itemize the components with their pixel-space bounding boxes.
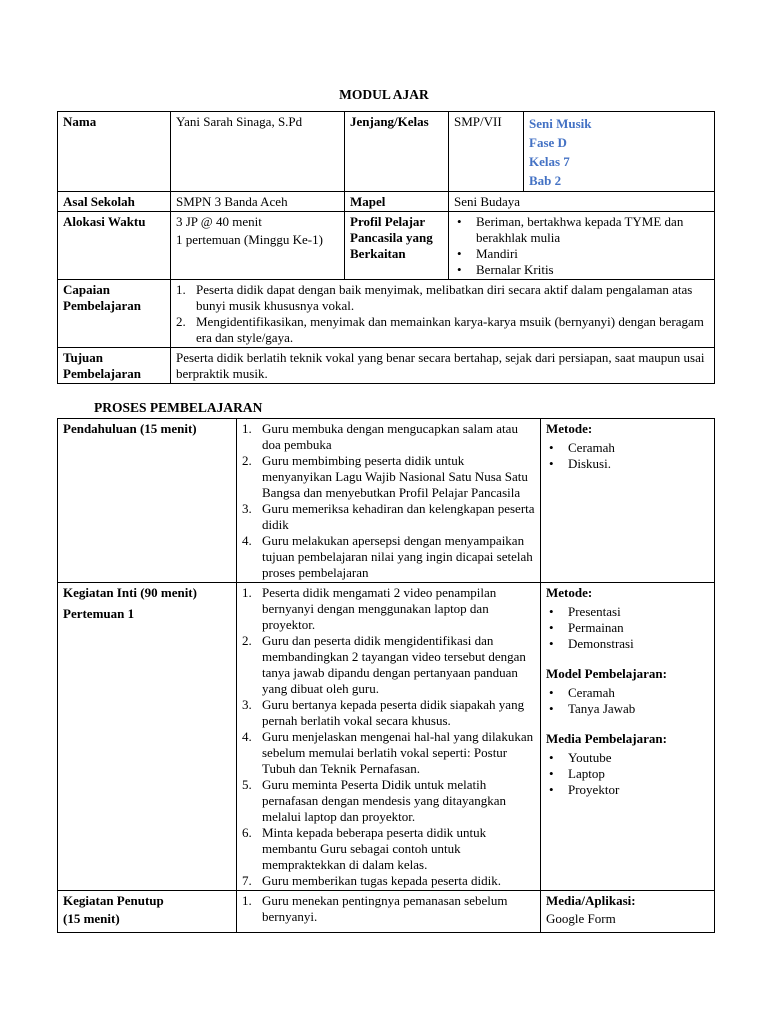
mapel-value: Seni Budaya bbox=[449, 192, 715, 212]
penutup-label: Kegiatan Penutup (15 menit) bbox=[58, 891, 237, 933]
model-label: Model Pembelajaran: bbox=[546, 666, 667, 681]
nama-label: Nama bbox=[58, 112, 171, 192]
capaian-list bbox=[171, 280, 715, 348]
metode-item: • Permainan bbox=[546, 620, 710, 636]
sekolah-label: Asal Sekolah bbox=[58, 192, 171, 212]
tujuan-value: Peserta didik berlatih teknik vokal yang benar secara bertahap, sejak dari persiapan, saat maupun usai berpraktik musik. bbox=[171, 348, 715, 384]
step-item: Guru dan peserta didik mengidentifikasi dan membandingkan 2 tayangan video tersebut dengan tanya jawab dipandu dengan pertanyaan panduan yang dibuat oleh guru. bbox=[262, 633, 526, 696]
row-penutup bbox=[58, 891, 715, 933]
media-value: Google Form bbox=[546, 911, 616, 926]
row-sekolah bbox=[58, 192, 715, 212]
metode-item: • Ceramah bbox=[546, 440, 710, 456]
row-tujuan bbox=[58, 348, 715, 384]
media-item: • Laptop bbox=[546, 766, 710, 782]
row-nama bbox=[58, 112, 715, 192]
capaian-item: Peserta didik dapat dengan baik menyimak, melibatkan diri secara aktif dalam pengalaman atas bunyi musik khususnya vokal. bbox=[196, 282, 693, 313]
media-label: Media Pembelajaran: bbox=[546, 731, 667, 746]
profil-label: Profil Pelajar Pancasila yang Berkaitan bbox=[345, 212, 449, 280]
metode-label: Metode: bbox=[546, 421, 593, 436]
jenjang-value: SMP/VII bbox=[449, 112, 524, 192]
step-item: Guru menjelaskan mengenai hal-hal yang dilakukan sebelum memulai berlatih vokal seperti: Postur Tubuh dan Teknik Pernafasan. bbox=[262, 729, 534, 776]
capaian-label: Capaian Pembelajaran bbox=[58, 280, 171, 348]
model-item: • Tanya Jawab bbox=[546, 701, 710, 717]
step-item: Guru menekan pentingnya pemanasan sebelum bernyanyi. bbox=[262, 893, 508, 924]
model-item: • Ceramah bbox=[546, 685, 710, 701]
step-item: Guru membuka dengan mengucapkan salam atau doa pembuka bbox=[262, 421, 518, 452]
mapel-label: Mapel bbox=[345, 192, 449, 212]
alokasi-line: 3 JP @ 40 menit bbox=[176, 214, 262, 229]
inti-methods bbox=[541, 583, 715, 891]
section-title: PROSES PEMBELAJARAN bbox=[94, 400, 263, 415]
profil-item: • Mandiri bbox=[454, 246, 710, 262]
pendahuluan-steps bbox=[237, 419, 541, 583]
step-item: Peserta didik mengamati 2 video penampilan bernyanyi dengan menggunakan laptop dan proyektor. bbox=[262, 585, 497, 632]
row-alokasi bbox=[58, 212, 715, 280]
row-inti bbox=[58, 583, 715, 891]
step-item: Guru memberikan tugas kepada peserta didik. bbox=[262, 873, 501, 888]
subject-tags bbox=[524, 112, 715, 192]
media-item: • Youtube bbox=[546, 750, 710, 766]
penutup-steps bbox=[237, 891, 541, 933]
nama-value: Yani Sarah Sinaga, S.Pd bbox=[171, 112, 345, 192]
sekolah-value: SMPN 3 Banda Aceh bbox=[171, 192, 345, 212]
capaian-item: Mengidentifikasikan, menyimak dan memainkan karya-karya msuik (bernyanyi) dengan beragam era dan style/gaya. bbox=[196, 314, 704, 345]
row-pendahuluan bbox=[58, 419, 715, 583]
inti-label: Kegiatan Inti (90 menit) Pertemuan 1 bbox=[58, 583, 237, 891]
step-item: Guru bertanya kepada peserta didik siapakah yang pernah berlatih vokal secara khusus. bbox=[262, 697, 525, 728]
step-item: Guru membimbing peserta didik untuk menyanyikan Lagu Wajib Nasional Satu Nusa Satu Bangsa dan menyebutkan Profil Pelajar Pancasila bbox=[262, 453, 528, 500]
pendahuluan-metode bbox=[541, 419, 715, 583]
metode-item: • Presentasi bbox=[546, 604, 710, 620]
penutup-media: Media/Aplikasi: Google Form bbox=[541, 891, 715, 933]
pendahuluan-label: Pendahuluan (15 menit) bbox=[58, 419, 237, 583]
page-title: MODUL AJAR bbox=[339, 87, 429, 102]
info-table bbox=[57, 111, 715, 384]
media-item: • Proyektor bbox=[546, 782, 710, 798]
step-item: Guru melakukan apersepsi dengan menyampaikan tujuan pembelajaran nilai yang ingin dicapai setelah proses pembelajaran bbox=[262, 533, 533, 580]
process-table bbox=[57, 418, 715, 933]
metode-label: Metode: bbox=[546, 585, 593, 600]
row-capaian bbox=[58, 280, 715, 348]
profil-list bbox=[449, 212, 715, 280]
step-item: Minta kepada beberapa peserta didik untuk membantu Guru sebagai contoh untuk mempraktekkan di dalam kelas. bbox=[262, 825, 487, 872]
jenjang-label: Jenjang/Kelas bbox=[345, 112, 449, 192]
subject-tag: Fase D bbox=[529, 135, 567, 150]
alokasi-value bbox=[171, 212, 345, 280]
metode-item: • Demonstrasi bbox=[546, 636, 710, 652]
profil-item: • Bernalar Kritis bbox=[454, 262, 710, 278]
subject-tag: Kelas 7 bbox=[529, 154, 570, 169]
inti-steps bbox=[237, 583, 541, 891]
metode-item: • Diskusi. bbox=[546, 456, 710, 472]
step-item: Guru meminta Peserta Didik untuk melatih pernafasan dengan mendesis yang ditayangkan melalui laptop dan proyektor. bbox=[262, 777, 507, 824]
profil-item: • Beriman, bertakhwa kepada TYME dan berakhlak mulia bbox=[454, 214, 710, 246]
tujuan-label: Tujuan Pembelajaran bbox=[58, 348, 171, 384]
alokasi-line: 1 pertemuan (Minggu Ke-1) bbox=[176, 232, 323, 247]
step-item: Guru memeriksa kehadiran dan kelengkapan peserta didik bbox=[262, 501, 535, 532]
alokasi-label: Alokasi Waktu bbox=[58, 212, 171, 280]
subject-tag: Seni Musik bbox=[529, 116, 592, 131]
subject-tag: Bab 2 bbox=[529, 173, 562, 188]
